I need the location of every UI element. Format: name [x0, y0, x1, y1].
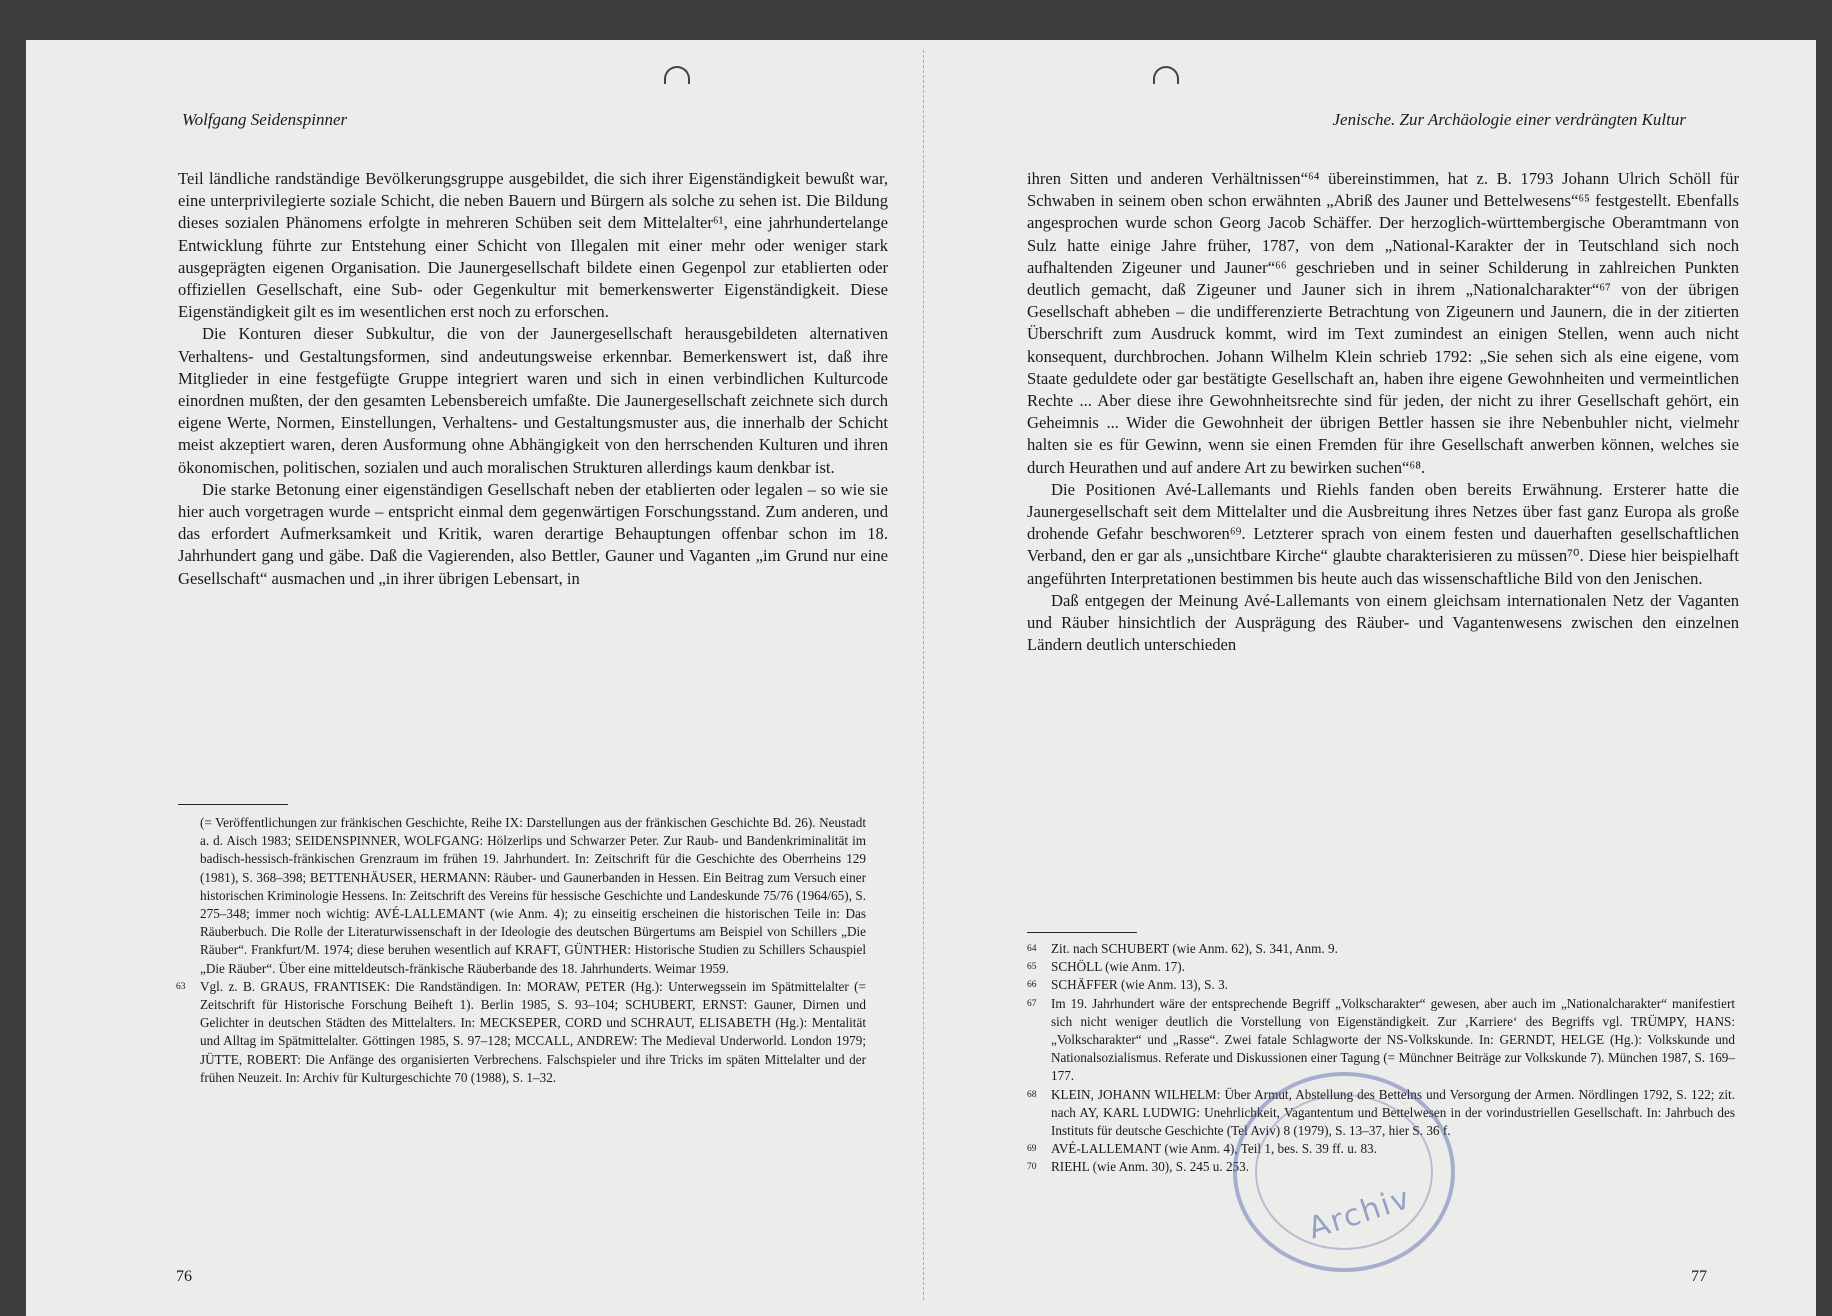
footnote-rule: [1027, 932, 1137, 933]
footnote-number: 70: [1027, 1162, 1037, 1173]
page-number-right: 77: [1691, 1268, 1707, 1285]
left-body-text: [178, 168, 888, 590]
footnote-number: 67: [1027, 998, 1037, 1009]
left-page: [26, 40, 921, 1316]
footnote: [1027, 995, 1735, 1086]
paragraph: Die Positionen Avé-Lallemants und Riehls fanden oben bereits Erwähnung. Ersterer hatte die Jaunergesellschaft seit dem Mittelalter und die Ausbreitung ihres Netzes über fast ganz Europa als große drohende Gefahr beschworen⁶⁹. Letzterer sprach von einem festen und dauerhaften gesellschaftlichen Verband, den er gar als „unsichtbare Kirche“ glaubte charakterisieren zu müssen⁷⁰. Diese hier beispielhaft angeführten Interpretationen bestimmen bis heute auch das wissenschaftliche Bild von den Jenischen.: [1027, 479, 1739, 588]
paragraph: Teil ländliche randständige Bevölkerungsgruppe ausgebildet, die sich ihrer Eigenständigkeit bewußt war, eine unterprivilegierte soziale Schicht, die neben Bauern und Bürgern als solche zu sehen ist. Die Bildung dieses sozialen Phänomens erfolgte in mehreren Schüben seit dem Mittelalter⁶¹, eine jahrhundertelange Entwicklung führte zur Entstehung einer Schicht von Illegalen mit einer mehr oder weniger stark ausgeprägten eigenen Organisation. Die Jaunergesellschaft bildete einen Gegenpol zur etablierten oder offiziellen Gesellschaft, eine Sub- oder Gegenkultur mit bemerkenswerter Eigenständigkeit. Diese Eigenständigkeit gilt es im wesentlichen erst noch zu erforschen.: [178, 169, 888, 322]
footnote-number: 68: [1027, 1089, 1037, 1100]
footnote-text: Zit. nach SCHUBERT (wie Anm. 62), S. 341, Anm. 9.: [1051, 941, 1338, 956]
footnote-rule: [178, 804, 288, 805]
footnote-text: (= Veröffentlichungen zur fränkischen Geschichte, Reihe IX: Darstellungen aus der fränkischen Geschichte Bd. 26). Neustadt a. d. Aisch 1983; SEIDENSPINNER, WOLFGANG: Hölzerlips und Schwarzer Peter. Zur Raub- und Bandenkriminalität im badisch-hessisch-fränkischen Grenzraum im frühen 19. Jahrhundert. In: Zeitschrift für die Geschichte des Oberrheins 129 (1981), S. 368–398; BETTENHÄUSER, HERMANN: Räuber- und Gaunerbanden in Hessen. Ein Beitrag zum Versuch einer historischen Kriminologie Hessens. In: Zeitschrift des Vereins für hessische Geschichte und Landeskunde 75/76 (1964/65), S. 275–348; immer noch wichtig: AVÉ-LALLEMANT (wie Anm. 4); zu einseitig erscheinen die historischen Teile in: Das Räuberbuch. Die Rolle der Literaturwissenschaft in der Ideologie des deutschen Bürgertums am Beispiel von Schillers „Die Räuber“. Frankfurt/M. 1974; diese beruhen wesentlich auf KRAFT, GÜNTHER: Historische Studien zu Schillers Schauspiel „Die Räuber“. Über eine mitteldeutsch-fränkische Räuberbande des 18. Jahrhunderts. Weimar 1959.: [200, 815, 866, 976]
footnote-text: Vgl. z. B. GRAUS, FRANTISEK: Die Randständigen. In: MORAW, PETER (Hg.): Unterwegssein im Spätmittelalter (= Zeitschrift für Historische Forschung Beiheft 1). Berlin 1985, S. 93–104; SCHUBERT, ERNST: Gauner, Dirnen und Gelichter in deutschen Städten des Mittelalters. In: MECKSEPER, CORD und SCHRAUT, ELISABETH (Hg.): Mentalität und Alltag im Spätmittelalter. Göttingen 1985, S. 97–128; MCCALL, ANDREW: The Medieval Underworld. London 1979; JÜTTE, ROBERT: Die Anfänge des organisierten Verbrechens. Falschspieler und ihre Tricks im späten Mittelalter und der frühen Neuzeit. In: Archiv für Kulturgeschichte 70 (1988), S. 1–32.: [200, 978, 866, 1085]
footnote-text: SCHÖLL (wie Anm. 17).: [1051, 959, 1185, 975]
footnote: [1027, 976, 1735, 994]
footnote-text: AVÉ-LALLEMANT (wie Anm. 4), Teil 1, bes. S. 39 ff. u. 83.: [1051, 1141, 1377, 1157]
punch-hole-mark: [664, 66, 690, 84]
paragraph: Die starke Betonung einer eigenständigen Gesellschaft neben der etablierten oder legalen – so wie sie hier auch vorgetragen wurde – entspricht einmal dem gegenwärtigen Forschungsstand. Zum anderen, und das erfordert Aufmerksamkeit und Kritik, waren derartige Behauptungen offenbar schon im 18. Jahrhundert gang und gäbe. Daß die Vagierenden, also Bettler, Gauner und Vaganten „im Grund nur eine Gesellschaft“ ausmachen und „in ihrer übrigen Lebensart, in: [178, 479, 888, 588]
footnote-text: SCHÄFFER (wie Anm. 13), S. 3.: [1051, 977, 1228, 993]
footnote: [1027, 958, 1735, 976]
right-body-text: [1027, 168, 1739, 656]
punch-hole-mark: [1153, 66, 1179, 84]
paragraph: Die Konturen dieser Subkultur, die von der Jaunergesellschaft herausgebildeten alternativen Verhaltens- und Gestaltungsformen, sind andeutungsweise erkennbar. Bemerkenswert ist, daß ihre Mitglieder in eine festgefügte Gruppe integriert waren und sich in einen verbindlichen Kulturcode einordnen mußten, der den gesamten Lebensbereich umfaßte. Die Jaunergesellschaft zeichnete sich durch eigene Werte, Normen, Einstellungen, Verhaltens- und Gestaltungsmuster aus, die innerhalb der Schicht meist akzeptiert waren, deren Ausformung ohne Abhängigkeit von den herrschenden Kulturen und ihren ökonomischen, politischen, sozialen und auch moralischen Strukturen allerdings kaum denkbar ist.: [178, 324, 888, 477]
footnote-number: 63: [176, 981, 186, 992]
stamp-label: Archiv: [1304, 1180, 1416, 1247]
running-header-left: Wolfgang Seidenspinner: [182, 110, 348, 129]
footnote: [176, 814, 866, 978]
footnote-number: 69: [1027, 1144, 1037, 1155]
left-footnotes: [176, 814, 866, 1087]
footnote-number: 64: [1027, 944, 1037, 954]
footnote-number: 65: [1027, 962, 1037, 973]
footnote: [176, 978, 866, 1087]
footnote: [1027, 940, 1735, 958]
footnote-text: KLEIN, JOHANN WILHELM: Über Armut, Abstellung des Bettelns und Versorgung der Armen. Nördlingen 1792, S. 122; zit. nach AY, KARL LUDWIG: Unehrlichkeit, Vagantentum und Bettelwesen in der vorindustriellen Gesellschaft. In: Jahrbuch des Instituts für deutsche Geschichte (Tel Aviv) 8 (1979), S. 13–37, hier S. 36 f.: [1051, 1086, 1735, 1139]
archive-stamp: [1233, 1072, 1455, 1272]
scanned-sheet: [26, 40, 1816, 1316]
paragraph: Daß entgegen der Meinung Avé-Lallemants von einem gleichsam internationalen Netz der Vaganten und Räuber hinsichtlich der Ausprägung des Räuber- und Vagantenwesens zwischen den einzelnen Ländern deutlich unterschieden: [1027, 590, 1739, 655]
page-number-left: 76: [176, 1268, 192, 1285]
footnote-number: 66: [1027, 980, 1037, 991]
paragraph: ihren Sitten und anderen Verhältnissen“⁶⁴ übereinstimmen, hat z. B. 1793 Johann Ulrich Schöll für Schwaben in seinem oben schon erwähnten „Abriß des Jauner und Bettelwesens“⁶⁵ festgestellt. Ebenfalls angesprochen wurde schon Georg Jacob Schäffer. Der herzoglich-württembergische Oberamtmann von Sulz hatte einige Jahre früher, 1787, von dem „National-Karakter der in Teutschland sich noch aufhaltenden Zigeuner und Jauner“⁶⁶ geschrieben und in seiner Schilderung in zahlreichen Punkten deutlich gemacht, daß Zigeuner und Jauner sich in ihrem „Nationalcharakter“⁶⁷ von der übrigen Gesellschaft abheben – die undifferenzierte Betrachtung von Zigeunern und Jaunern, die in der zitierten Überschrift zum Ausdruck kommt, wird im Text zumindest an einigen Stellen, wenn auch nicht konsequent, durchbrochen. Johann Wilhelm Klein schrieb 1792: „Sie sehen sich als eine eigene, vom Staate geduldete oder gar bestätigte Gesellschaft an, haben ihre eigene Gewohnheiten und vermeintlichen Rechte ... Aber diese ihre Gewohnheitsrechte sind für jeden, der nicht zu ihrer Gesellschaft gehört, ein Geheimnis ... Wider die Gewohnheit der übrigen Bettler hassen sie ihre Nebenbuhler nicht, vielmehr halten sie es für Gewinn, wenn sie einen Fremden für ihre Gesellschaft anwerben können, welches sie durch Heurathen und auf andere Art zu bewirken suchen“⁶⁸.: [1027, 169, 1739, 477]
footnote-text: Im 19. Jahrhundert wäre der entsprechende Begriff „Volkscharakter“ gewesen, aber auch im „Nationalcharakter“ manifestiert sich nicht weniger deutlich die Vorstellung von Eigenständigkeit. Zur ‚Karriere‘ des Begriffs vgl. TRÜMPY, HANS: „Volkscharakter“ und „Rasse“. Zwei fatale Schlagworte der NS-Volkskunde. In: GERNDT, HELGE (Hg.): Volkskunde und Nationalsozialismus. Referate und Diskussionen einer Tagung (= Münchner Beiträge zur Volkskunde 7). München 1987, S. 169–177.: [1051, 995, 1735, 1084]
footnote-text: RIEHL (wie Anm. 30), S. 245 u. 253.: [1051, 1159, 1250, 1175]
running-header-right: Jenische. Zur Archäologie einer verdrängten Kultur: [1332, 110, 1686, 129]
